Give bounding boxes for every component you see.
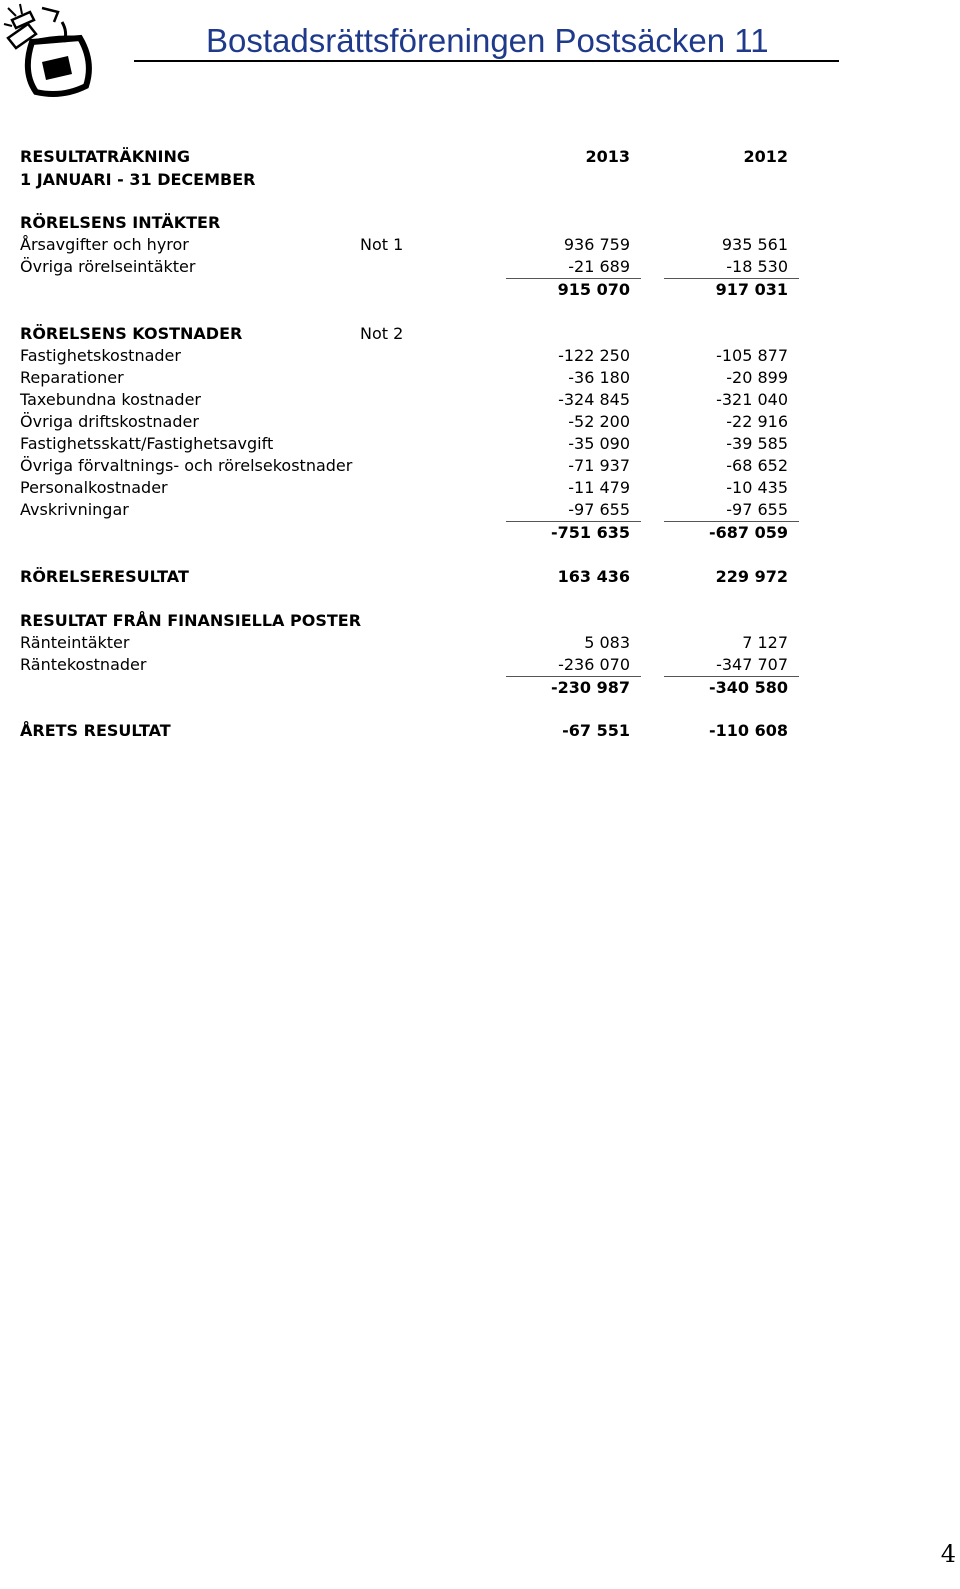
income-total-prior: 917 031 — [715, 280, 788, 299]
row-label: Räntekostnader — [20, 655, 147, 674]
row-value-current: -324 845 — [558, 390, 630, 409]
financial-total-prior: -340 580 — [708, 678, 788, 697]
net-result-current: -67 551 — [562, 721, 630, 740]
operating-result-label: RÖRELSERESULTAT — [20, 567, 189, 586]
year-prior-header: 2012 — [743, 147, 788, 166]
operating-result-prior: 229 972 — [715, 567, 788, 586]
row-value-current: 5 083 — [584, 633, 630, 652]
row-value-current: 936 759 — [563, 235, 630, 254]
operating-result-current: 163 436 — [557, 567, 630, 586]
row-label: Fastighetskostnader — [20, 346, 181, 365]
row-value-current: -35 090 — [568, 434, 630, 453]
row-value-prior: -105 877 — [716, 346, 788, 365]
mail-sack-logo-icon — [2, 2, 98, 98]
statement-period: 1 JANUARI - 31 DECEMBER — [20, 170, 256, 189]
row-value-prior: 935 561 — [721, 235, 788, 254]
row-value-current: -36 180 — [568, 368, 630, 387]
costs-note: Not 2 — [360, 324, 404, 343]
row-value-current: -236 070 — [558, 655, 630, 674]
row-value-prior: -18 530 — [726, 257, 788, 276]
net-result-label: ÅRETS RESULTAT — [20, 721, 171, 740]
document-title: Bostadsrättsföreningen Postsäcken 11 — [206, 22, 769, 59]
financial-total-current: -230 987 — [550, 678, 630, 697]
statement-title: RESULTATRÄKNING — [20, 147, 191, 166]
row-value-current: -122 250 — [558, 346, 630, 365]
row-label: Årsavgifter och hyror — [20, 235, 189, 254]
row-label: Reparationer — [20, 368, 124, 387]
costs-total-prior: -687 059 — [708, 523, 788, 542]
row-label: Övriga förvaltnings- och rörelsekostnader — [20, 456, 353, 475]
row-label: Ränteintäkter — [20, 633, 130, 652]
row-value-prior: -347 707 — [716, 655, 788, 674]
costs-total-current: -751 635 — [550, 523, 630, 542]
row-value-current: -11 479 — [568, 478, 630, 497]
income-total-current: 915 070 — [557, 280, 630, 299]
row-label: Övriga rörelseintäkter — [20, 257, 196, 276]
title-underline — [134, 60, 839, 62]
year-current-header: 2013 — [585, 147, 630, 166]
row-value-prior: -68 652 — [726, 456, 788, 475]
row-value-current: -97 655 — [568, 500, 630, 519]
row-value-prior: -321 040 — [716, 390, 788, 409]
financial-heading: RESULTAT FRÅN FINANSIELLA POSTER — [20, 611, 362, 630]
row-label: Taxebundna kostnader — [20, 390, 201, 409]
row-label: Avskrivningar — [20, 500, 129, 519]
row-label: Fastighetsskatt/Fastighetsavgift — [20, 434, 274, 453]
income-heading: RÖRELSENS INTÄKTER — [20, 213, 221, 232]
row-note: Not 1 — [360, 235, 404, 254]
row-value-prior: 7 127 — [742, 633, 788, 652]
row-value-current: -21 689 — [568, 257, 630, 276]
row-value-prior: -39 585 — [726, 434, 788, 453]
costs-heading: RÖRELSENS KOSTNADER — [20, 324, 243, 343]
row-label: Personalkostnader — [20, 478, 168, 497]
row-value-prior: -97 655 — [726, 500, 788, 519]
row-value-prior: -22 916 — [726, 412, 788, 431]
row-value-prior: -10 435 — [726, 478, 788, 497]
row-value-prior: -20 899 — [726, 368, 788, 387]
row-value-current: -71 937 — [568, 456, 630, 475]
page-number: 4 — [940, 1540, 956, 1568]
row-label: Övriga driftskostnader — [20, 412, 199, 431]
row-value-current: -52 200 — [568, 412, 630, 431]
net-result-prior: -110 608 — [708, 721, 788, 740]
